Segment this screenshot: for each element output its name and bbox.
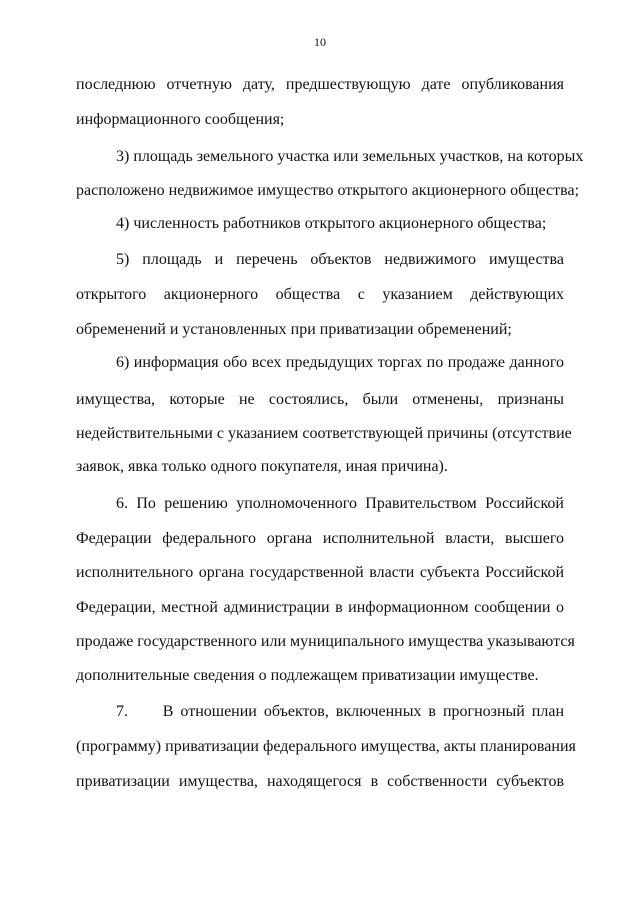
- text-line: 6) информация обо всех предыдущих торгах по продаже данного: [116, 354, 564, 371]
- text-line: 4) численность работников открытого акционерного общества;: [116, 215, 547, 232]
- text-line: расположено недвижимое имущество открытого акционерного общества;: [76, 182, 580, 199]
- text-line: недействительными с указанием соответствующей причины (отсутствие: [76, 425, 572, 442]
- text-line: имущества, которые не состоялись, были отменены, признаны: [76, 391, 564, 408]
- text-line: Федерации федерального органа исполнительной власти, высшего: [76, 530, 564, 547]
- text-line: 5) площадь и перечень объектов недвижимого имущества: [116, 251, 564, 268]
- text-line: открытого акционерного общества с указанием действующих: [76, 286, 564, 303]
- text-line: приватизации имущества, находящегося в собственности субъектов: [76, 773, 564, 790]
- text-line: заявок, явка только одного покупателя, иная причина).: [76, 458, 448, 475]
- page-number: 10: [314, 35, 326, 49]
- text-line: информационного сообщения;: [76, 111, 285, 128]
- text-line: (программу) приватизации федерального имущества, акты планирования: [76, 738, 576, 755]
- text-line: исполнительного органа государственной власти субъекта Российской: [76, 564, 564, 581]
- text-line: 7. В отношении объектов, включенных в прогнозный план: [116, 703, 564, 720]
- text-line: Федерации, местной администрации в информационном сообщении о: [76, 599, 564, 616]
- text-line: обременений и установленных при приватизации обременений;: [76, 321, 512, 338]
- text-line: продаже государственного или муниципального имущества указываются: [76, 633, 575, 650]
- text-line: дополнительные сведения о подлежащем приватизации имуществе.: [76, 667, 539, 684]
- text-line: последнюю отчетную дату, предшествующую дате опубликования: [76, 76, 564, 93]
- text-line: 3) площадь земельного участка или земельных участков, на которых: [116, 148, 584, 165]
- text-line: 6. По решению уполномоченного Правительством Российской: [116, 495, 564, 512]
